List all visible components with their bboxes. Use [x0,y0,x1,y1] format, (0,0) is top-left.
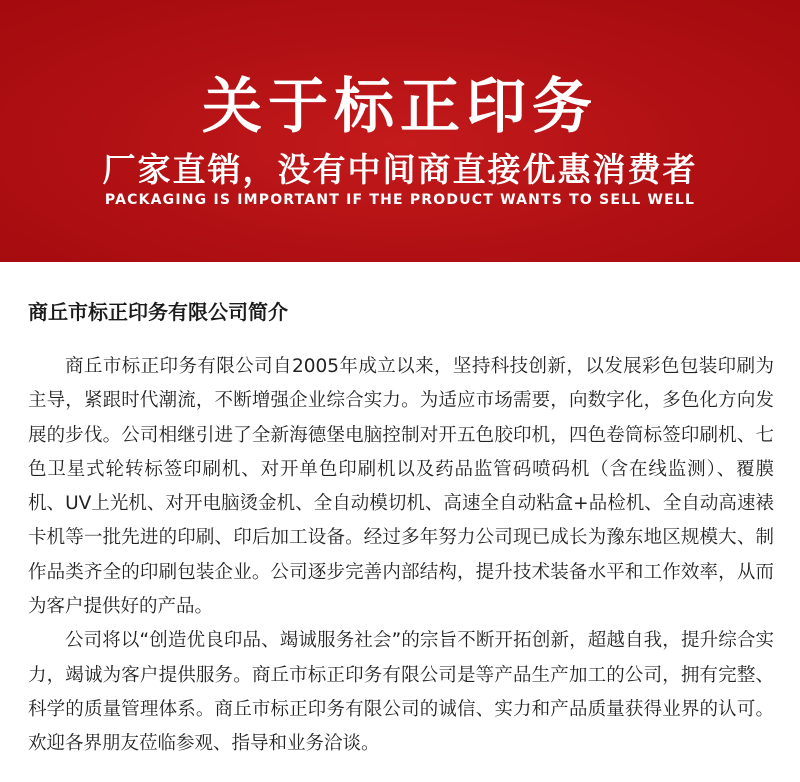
banner-tagline: PACKAGING IS IMPORTANT IF THE PRODUCT WANTS TO SELL WELL [104,192,696,208]
banner-subtitle: 厂家直销，没有中间商直接优惠消费者 [102,150,698,189]
intro-paragraph-1: 商丘市标正印务有限公司自2005年成立以来，坚持科技创新，以发展彩色包装印刷为主导，紧跟时代潮流，不断增强企业综合实力。为适应市场需要，向数字化，多色化方向发展的步伐。公司相继引进了全新海德堡电脑控制对开五色胶印机，四色卷筒标签印刷机、七色卫星式轮转标签印刷机、对开单色印刷机以及药品监管码喷码机（含在线监测）、覆膜机、UV上光机、对开电脑烫金机、全自动模切机、高速全自动粘盒+品检机、全自动高速裱卡机等一批先进的印刷、印后加工设备。经过多年努力公司现已成长为豫东地区规模大、制作品类齐全的印刷包装企业。公司逐步完善内部结构，提升技术装备水平和工作效率，从而为客户提供好的产品。 [28,356,774,618]
intro-paragraph-2: 公司将以“创造优良印品、竭诚服务社会”的宗旨不断开拓创新，超越自我，提升综合实力，竭诚为客户提供服务。商丘市标正印务有限公司是等产品生产加工的公司，拥有完整、科学的质量管理体系。商丘市标正印务有限公司的诚信、实力和产品质量获得业界的认可。欢迎各界朋友莅临参观、指导和业务洽谈。 [28,630,774,755]
intro-body [28,350,774,762]
section-heading: 商丘市标正印务有限公司简介 [28,300,288,324]
header-banner [0,0,800,262]
banner-title: 关于标正印务 [202,72,598,142]
